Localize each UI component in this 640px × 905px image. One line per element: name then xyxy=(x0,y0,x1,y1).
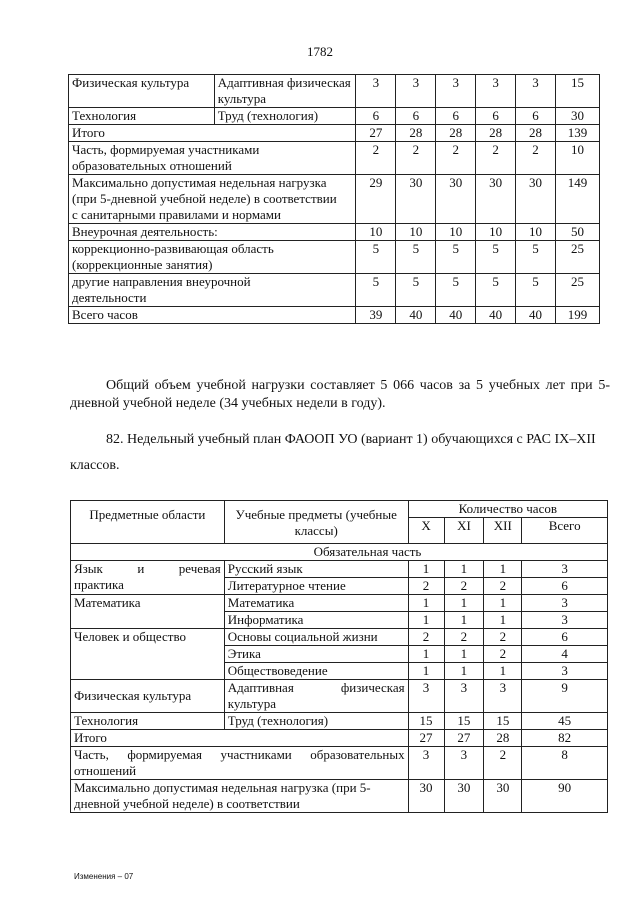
page-number: 1782 xyxy=(307,44,333,59)
table-row xyxy=(71,730,608,747)
row-label-word: отношений xyxy=(74,763,137,778)
value-cell: 1 xyxy=(484,612,522,629)
subject-cell: Математика xyxy=(224,595,408,612)
value-cell: 5 xyxy=(516,241,556,274)
value-cell: 5 xyxy=(396,274,436,307)
subject-cell: Адаптивная физическая культура xyxy=(214,75,356,108)
total-cell: 3 xyxy=(522,663,608,680)
total-cell: 6 xyxy=(522,578,608,595)
value-cell: 2 xyxy=(476,142,516,175)
area-cell: Физическая культура xyxy=(69,75,215,108)
value-cell: 1 xyxy=(484,561,522,578)
area-word: речевая xyxy=(178,561,221,576)
value-cell: 40 xyxy=(396,307,436,324)
total-cell: 50 xyxy=(556,224,600,241)
area-cell: Физическая культура xyxy=(71,680,225,713)
header-col-total: Всего xyxy=(522,518,608,544)
area-word: практика xyxy=(74,577,124,592)
total-cell: 45 xyxy=(522,713,608,730)
subject-cell: Литературное чтение xyxy=(224,578,408,595)
total-cell: 6 xyxy=(522,629,608,646)
value-cell: 1 xyxy=(444,646,484,663)
value-cell: 6 xyxy=(396,108,436,125)
section-row xyxy=(71,544,608,561)
table-row xyxy=(71,680,608,713)
value-cell: 10 xyxy=(476,224,516,241)
value-cell: 5 xyxy=(476,241,516,274)
subject-cell xyxy=(224,680,408,713)
area-cell: Технология xyxy=(69,108,215,125)
value-cell: 30 xyxy=(436,175,476,224)
value-cell: 27 xyxy=(444,730,484,747)
value-cell: 5 xyxy=(396,241,436,274)
value-cell: 1 xyxy=(408,646,444,663)
value-cell: 1 xyxy=(444,663,484,680)
value-cell: 1 xyxy=(484,595,522,612)
subject-cell: Основы социальной жизни xyxy=(224,629,408,646)
table-row xyxy=(69,142,600,175)
value-cell: 5 xyxy=(356,241,396,274)
value-cell: 2 xyxy=(484,629,522,646)
header-col-xii: XII xyxy=(484,518,522,544)
value-cell: 28 xyxy=(476,125,516,142)
subject-cell: Русский язык xyxy=(224,561,408,578)
value-cell: 1 xyxy=(444,612,484,629)
table-row xyxy=(71,561,608,578)
area-word: Язык xyxy=(74,561,103,576)
value-cell: 2 xyxy=(484,646,522,663)
subject-cell: Этика xyxy=(224,646,408,663)
total-cell: 15 xyxy=(556,75,600,108)
value-cell: 1 xyxy=(444,561,484,578)
value-cell: 2 xyxy=(408,629,444,646)
value-cell: 2 xyxy=(408,578,444,595)
value-cell: 1 xyxy=(444,595,484,612)
value-cell: 3 xyxy=(408,680,444,713)
header-row xyxy=(71,501,608,518)
value-cell: 3 xyxy=(444,680,484,713)
value-cell: 1 xyxy=(408,595,444,612)
table-row xyxy=(71,595,608,612)
value-cell: 40 xyxy=(516,307,556,324)
section-heading-82: 82. Недельный учебный план ФАООП УО (вариант 1) обучающихся с РАС IX–XII классов. xyxy=(70,432,596,473)
header-area: Предметные области xyxy=(71,501,225,544)
curriculum-table-ix-xii xyxy=(70,500,608,813)
value-cell: 40 xyxy=(476,307,516,324)
value-cell: 2 xyxy=(444,578,484,595)
row-label-word: Часть, xyxy=(74,747,109,762)
value-cell: 2 xyxy=(484,747,522,780)
value-cell: 1 xyxy=(408,663,444,680)
value-cell: 5 xyxy=(436,241,476,274)
value-cell: 2 xyxy=(396,142,436,175)
value-cell: 3 xyxy=(516,75,556,108)
table-row xyxy=(69,274,600,307)
table-row xyxy=(69,241,600,274)
value-cell: 5 xyxy=(476,274,516,307)
row-label xyxy=(71,747,409,780)
total-cell: 3 xyxy=(522,561,608,578)
header-col-x: X xyxy=(408,518,444,544)
value-cell: 5 xyxy=(356,274,396,307)
total-cell: 30 xyxy=(556,108,600,125)
footer-revision: Изменения – 07 xyxy=(74,872,134,881)
total-cell: 82 xyxy=(522,730,608,747)
row-label: Максимально допустимая недельная нагрузка (при 5-дневной учебной неделе) в соответствии с санитарными правилами и нормами xyxy=(69,175,356,224)
row-label-word: образовательных xyxy=(310,747,405,762)
total-cell: 199 xyxy=(556,307,600,324)
value-cell: 15 xyxy=(408,713,444,730)
row-label-word: формируемая xyxy=(127,747,203,762)
total-cell: 3 xyxy=(522,612,608,629)
value-cell: 15 xyxy=(444,713,484,730)
total-cell: 90 xyxy=(522,780,608,813)
value-cell: 2 xyxy=(444,629,484,646)
total-cell: 149 xyxy=(556,175,600,224)
table-row xyxy=(71,629,608,646)
subject-cell: Информатика xyxy=(224,612,408,629)
value-cell: 6 xyxy=(356,108,396,125)
subject-cell: Труд (технология) xyxy=(224,713,408,730)
value-cell: 28 xyxy=(396,125,436,142)
value-cell: 10 xyxy=(396,224,436,241)
value-cell: 2 xyxy=(356,142,396,175)
value-cell: 3 xyxy=(356,75,396,108)
table-row xyxy=(69,224,600,241)
row-label: Внеурочная деятельность: xyxy=(69,224,356,241)
area-cell: Человек и общество xyxy=(71,629,225,680)
row-label: Итого xyxy=(69,125,356,142)
value-cell: 3 xyxy=(476,75,516,108)
curriculum-table-continued xyxy=(68,74,600,324)
row-label: другие направления внеурочной деятельности xyxy=(69,274,356,307)
row-label: коррекционно-развивающая область (коррекционные занятия) xyxy=(69,241,356,274)
value-cell: 30 xyxy=(516,175,556,224)
value-cell: 3 xyxy=(396,75,436,108)
value-cell: 29 xyxy=(356,175,396,224)
table-row xyxy=(69,75,600,108)
total-cell: 4 xyxy=(522,646,608,663)
value-cell: 30 xyxy=(408,780,444,813)
table-row xyxy=(71,747,608,780)
value-cell: 1 xyxy=(408,612,444,629)
value-cell: 10 xyxy=(356,224,396,241)
value-cell: 28 xyxy=(484,730,522,747)
total-load-paragraph: Общий объем учебной нагрузки составляет 5 066 часов за 5 учебных лет при 5-дневной учебной неделе (34 учебных недели в году). xyxy=(70,378,610,411)
value-cell: 3 xyxy=(444,747,484,780)
value-cell: 3 xyxy=(484,680,522,713)
value-cell: 5 xyxy=(436,274,476,307)
header-subjects: Учебные предметы (учебные классы) xyxy=(224,501,408,544)
total-cell: 139 xyxy=(556,125,600,142)
area-cell xyxy=(71,561,225,595)
total-cell: 3 xyxy=(522,595,608,612)
subject-word: культура xyxy=(227,696,277,711)
row-label: Часть, формируемая участниками образовательных отношений xyxy=(69,142,356,175)
row-label: Максимально допустимая недельная нагрузка (при 5-дневной учебной неделе) в соответствии xyxy=(71,780,409,813)
subject-word: физическая xyxy=(340,680,405,695)
value-cell: 40 xyxy=(436,307,476,324)
value-cell: 15 xyxy=(484,713,522,730)
value-cell: 2 xyxy=(484,578,522,595)
subject-cell: Обществоведение xyxy=(224,663,408,680)
value-cell: 6 xyxy=(476,108,516,125)
total-cell: 25 xyxy=(556,274,600,307)
subject-word: Адаптивная xyxy=(227,680,294,695)
value-cell: 5 xyxy=(516,274,556,307)
value-cell: 27 xyxy=(356,125,396,142)
row-label: Итого xyxy=(71,730,409,747)
value-cell: 28 xyxy=(436,125,476,142)
total-cell: 9 xyxy=(522,680,608,713)
header-hours: Количество часов xyxy=(408,501,607,518)
total-cell: 8 xyxy=(522,747,608,780)
table-row xyxy=(69,307,600,324)
row-label-word: участниками xyxy=(220,747,292,762)
value-cell: 3 xyxy=(408,747,444,780)
value-cell: 30 xyxy=(484,780,522,813)
header-col-xi: XI xyxy=(444,518,484,544)
mandatory-part-label: Обязательная часть xyxy=(71,544,608,561)
value-cell: 30 xyxy=(396,175,436,224)
subject-cell: Труд (технология) xyxy=(214,108,356,125)
value-cell: 6 xyxy=(516,108,556,125)
value-cell: 1 xyxy=(484,663,522,680)
area-word: и xyxy=(137,561,145,576)
value-cell: 10 xyxy=(516,224,556,241)
value-cell: 2 xyxy=(436,142,476,175)
value-cell: 30 xyxy=(444,780,484,813)
value-cell: 1 xyxy=(408,561,444,578)
value-cell: 6 xyxy=(436,108,476,125)
value-cell: 3 xyxy=(436,75,476,108)
value-cell: 2 xyxy=(516,142,556,175)
value-cell: 28 xyxy=(516,125,556,142)
value-cell: 30 xyxy=(476,175,516,224)
area-cell: Технология xyxy=(71,713,225,730)
table-row xyxy=(69,175,600,224)
total-cell: 10 xyxy=(556,142,600,175)
value-cell: 27 xyxy=(408,730,444,747)
value-cell: 10 xyxy=(436,224,476,241)
row-label: Всего часов xyxy=(69,307,356,324)
table-row xyxy=(69,125,600,142)
total-cell: 25 xyxy=(556,241,600,274)
area-cell: Математика xyxy=(71,595,225,629)
table-row xyxy=(71,780,608,813)
value-cell: 39 xyxy=(356,307,396,324)
table-row xyxy=(69,108,600,125)
table-row xyxy=(71,713,608,730)
